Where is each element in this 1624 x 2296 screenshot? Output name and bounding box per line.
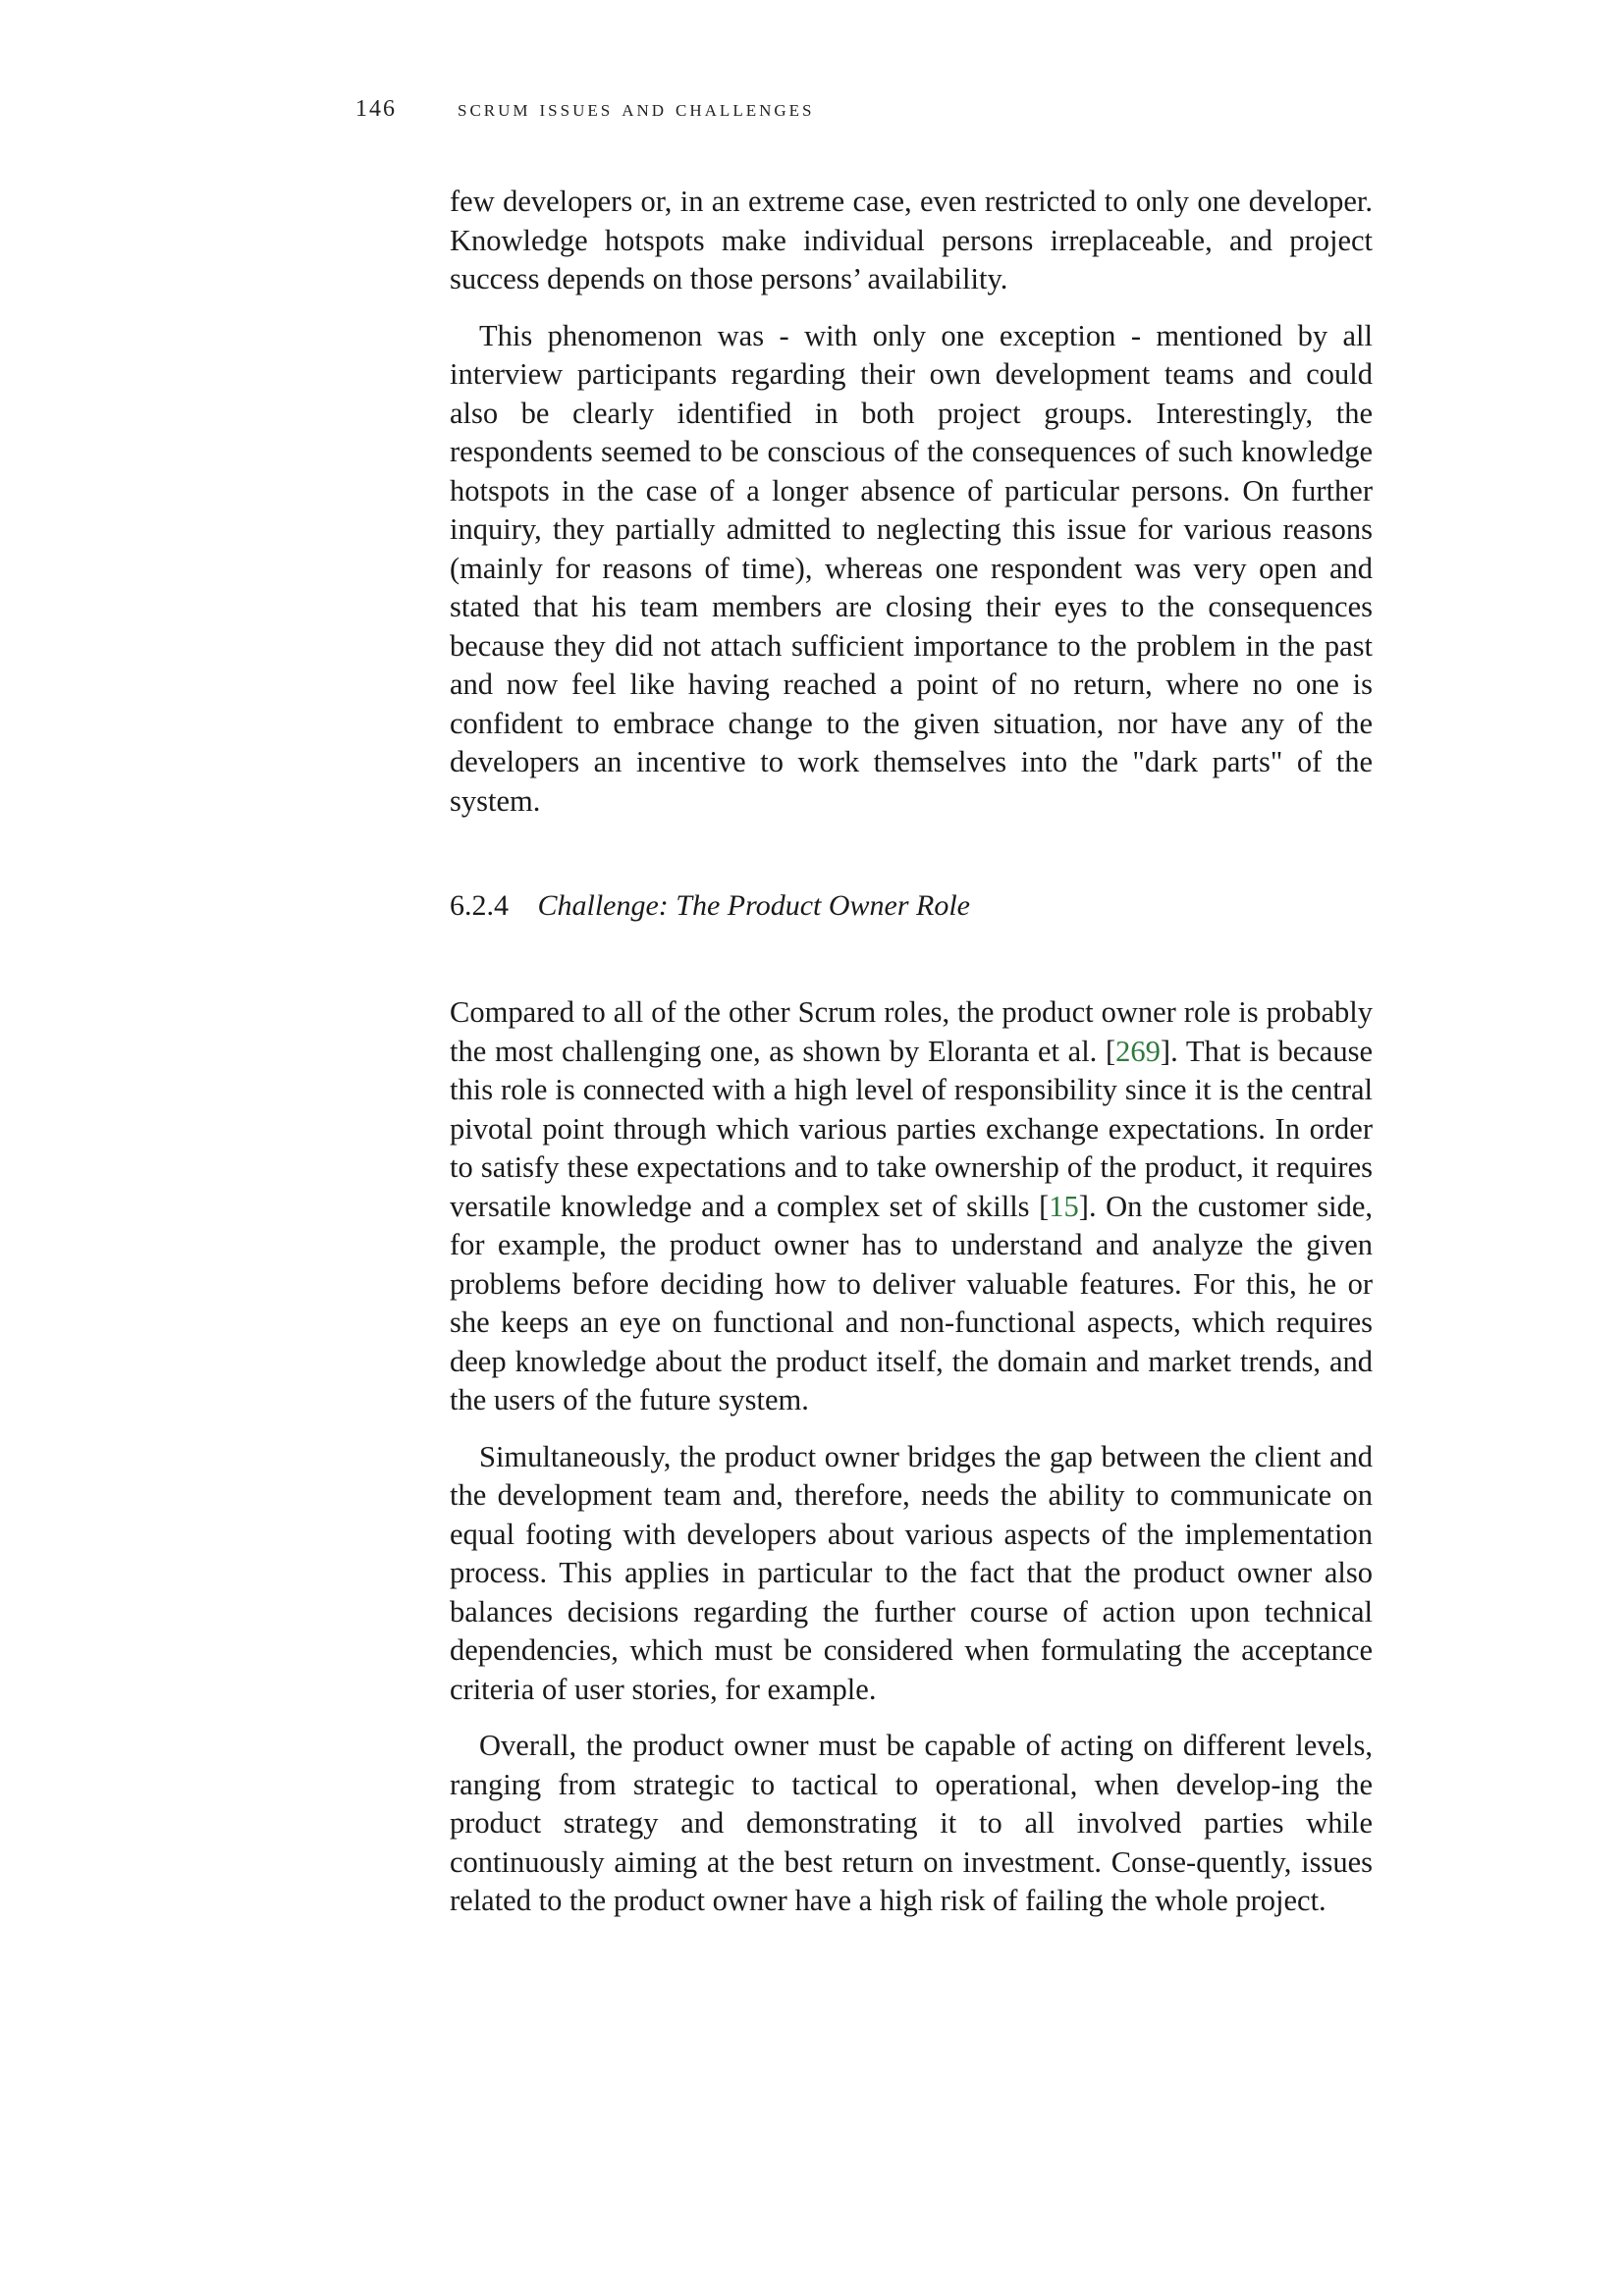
paragraph-5: Overall, the product owner must be capable of acting on different levels, ranging from strategic to tactical to operational, when develop-ing the product strategy and demonstrating it to all involved parties while continuously aiming at the best return on investment. Conse-quently, issues related to the product owner have a high risk of failing the whole project. bbox=[450, 1729, 1373, 1917]
paragraph-4: Simultaneously, the product owner bridges the gap between the client and the development team and, therefore, needs the ability to communicate on equal footing with developers about various aspects of the implementation process. This applies in particular to the fact that the product owner also balances decisions regarding the further course of action upon technical dependencies, which must be considered when formulating the acceptance criteria of user stories, for example. bbox=[450, 1439, 1373, 1706]
running-header bbox=[355, 96, 814, 123]
citation-link-15[interactable]: 15 bbox=[1049, 1189, 1079, 1223]
paragraph-1: few developers or, in an extreme case, even restricted to only one developer. Knowledge hotspots make individual persons irreplaceable, and project success depends on those persons’ availability. bbox=[450, 185, 1373, 295]
paragraph-2: This phenomenon was - with only one exception - mentioned by all interview participants regarding their own development teams and could also be clearly identified in both project groups. Interestingly, the respondents seemed to be conscious of the consequences of such knowledge hotspots in the case of a longer absence of particular persons. On further inquiry, they partially admitted to neglecting this issue for various reasons (mainly for reasons of time), whereas one respondent was very open and stated that his team members are closing their eyes to the consequences because they did not attach sufficient importance to the problem in the past and now feel like having reached a point of no return, where no one is confident to embrace change to the given situation, nor have any of the developers an incentive to work themselves into the "dark parts" of the system. bbox=[450, 318, 1373, 818]
page-number: 146 bbox=[355, 96, 397, 122]
citation-link-269[interactable]: 269 bbox=[1115, 1034, 1161, 1068]
section-number: 6.2.4 bbox=[450, 889, 509, 922]
main-text bbox=[450, 183, 1373, 1939]
section-heading bbox=[450, 889, 1373, 923]
paragraph-3-text-b: ]. That is because this role is connected with a high level of responsibility since it is the central pivotal point through which various parties exchange expectations. In order to satisfy these expectations and to take ownership of the product, it requires versatile knowledge and a complex set of skills [ bbox=[450, 1034, 1373, 1223]
paragraph-3 bbox=[450, 993, 1373, 1420]
paragraph-3-text-c: ]. On the customer side, for example, the product owner has to understand and analyze the given problems before deciding how to deliver valuable features. For this, he or she keeps an eye on functional and non-functional aspects, which requires deep knowledge about the product itself, the domain and market trends, and the users of the future system. bbox=[450, 1189, 1373, 1416]
section-title: Challenge: The Product Owner Role bbox=[537, 889, 970, 922]
paragraph-3-text-a: Compared to all of the other Scrum roles, the product owner role is probably the most challenging one, as shown by Eloranta et al. [ bbox=[450, 995, 1373, 1068]
chapter-title: scrum issues and challenges bbox=[458, 96, 815, 122]
